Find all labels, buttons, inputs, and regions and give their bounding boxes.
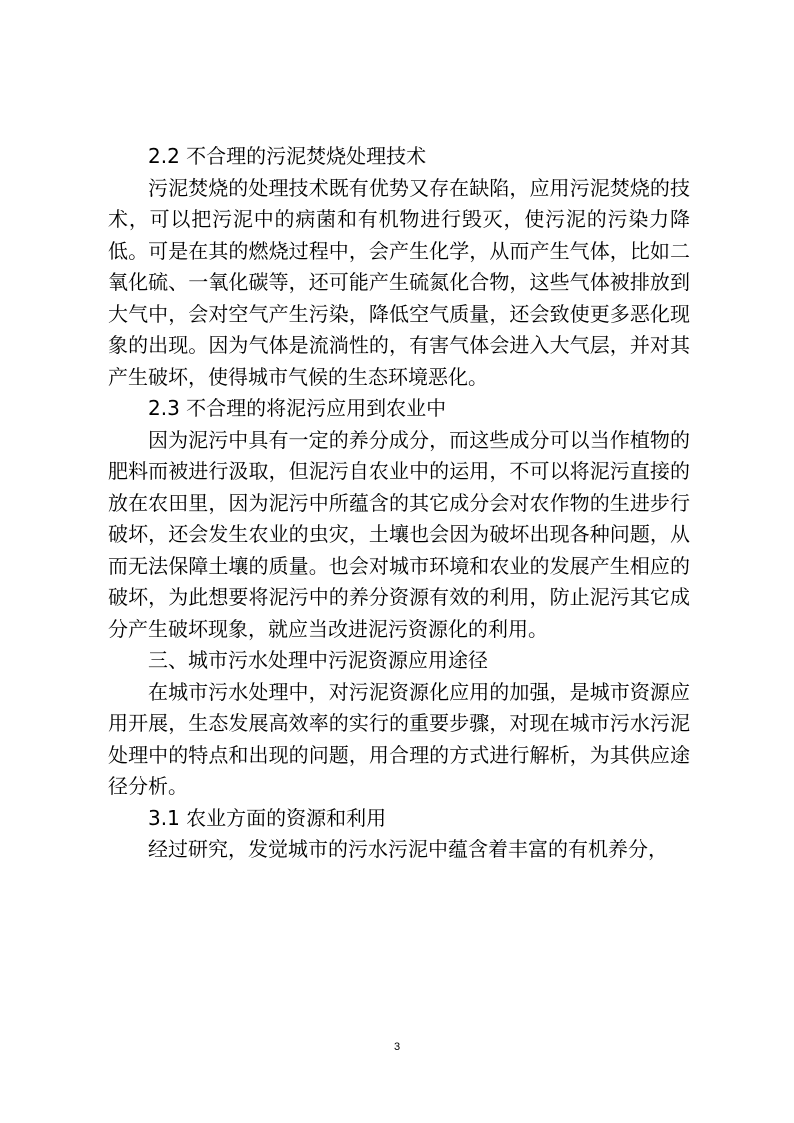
document-body: [108, 141, 690, 866]
section-heading-3: 三、城市污水处理中污泥资源应用途径: [148, 648, 488, 672]
paragraph-research-findings: 经过研究，发觉城市的污水污泥中蕴含着丰富的有机养分，: [148, 837, 668, 861]
section-heading-2-3: 2.3 不合理的将泥污应用到农业中: [148, 396, 447, 420]
section-heading-2-2: 2.2 不合理的污泥焚烧处理技术: [148, 144, 427, 168]
section-heading-3-1: 3.1 农业方面的资源和利用: [148, 805, 387, 830]
paragraph-agricultural-use: 因为泥污中具有一定的养分成分，而这些成分可以当作植物的肥料而被进行汲取，但泥污自农业中的运用，不可以将泥污直接的放在农田里，因为泥污中所蕴含的其它成分会对农作物的生进步行破坏，还会发生农业的虫灾，土壤也会因为破坏出现各种问题，从而无法保障土壤的质量。也会对城市环境和农业的发展产生相应的破坏，为此想要将泥污中的养分资源有效的利用，防止泥污其它成分产生破坏现象，就应当改进泥污资源化的利用。: [108, 427, 690, 641]
paragraph-sludge-incineration: 污泥焚烧的处理技术既有优势又存在缺陷，应用污泥焚烧的技术，可以把污泥中的病菌和有机物进行毁灭，使污泥的污染力降低。可是在其的燃烧过程中，会产生化学，从而产生气体，比如二氧化硫、一氧化碳等，还可能产生硫氮化合物，这些气体被排放到大气中，会对空气产生污染，降低空气质量，还会致使更多恶化现象的出现。因为气体是流淌性的，有害气体会进入大气层，并对其产生破坏，使得城市气候的生态环境恶化。: [108, 175, 690, 389]
paragraph-resource-application: 在城市污水处理中，对污泥资源化应用的加强，是城市资源应用开展，生态发展高效率的实行的重要步骤，对现在城市污水污泥处理中的特点和出现的问题，用合理的方式进行解析，为其供应途径分析。: [108, 679, 690, 798]
page-number: 3: [393, 1041, 401, 1053]
